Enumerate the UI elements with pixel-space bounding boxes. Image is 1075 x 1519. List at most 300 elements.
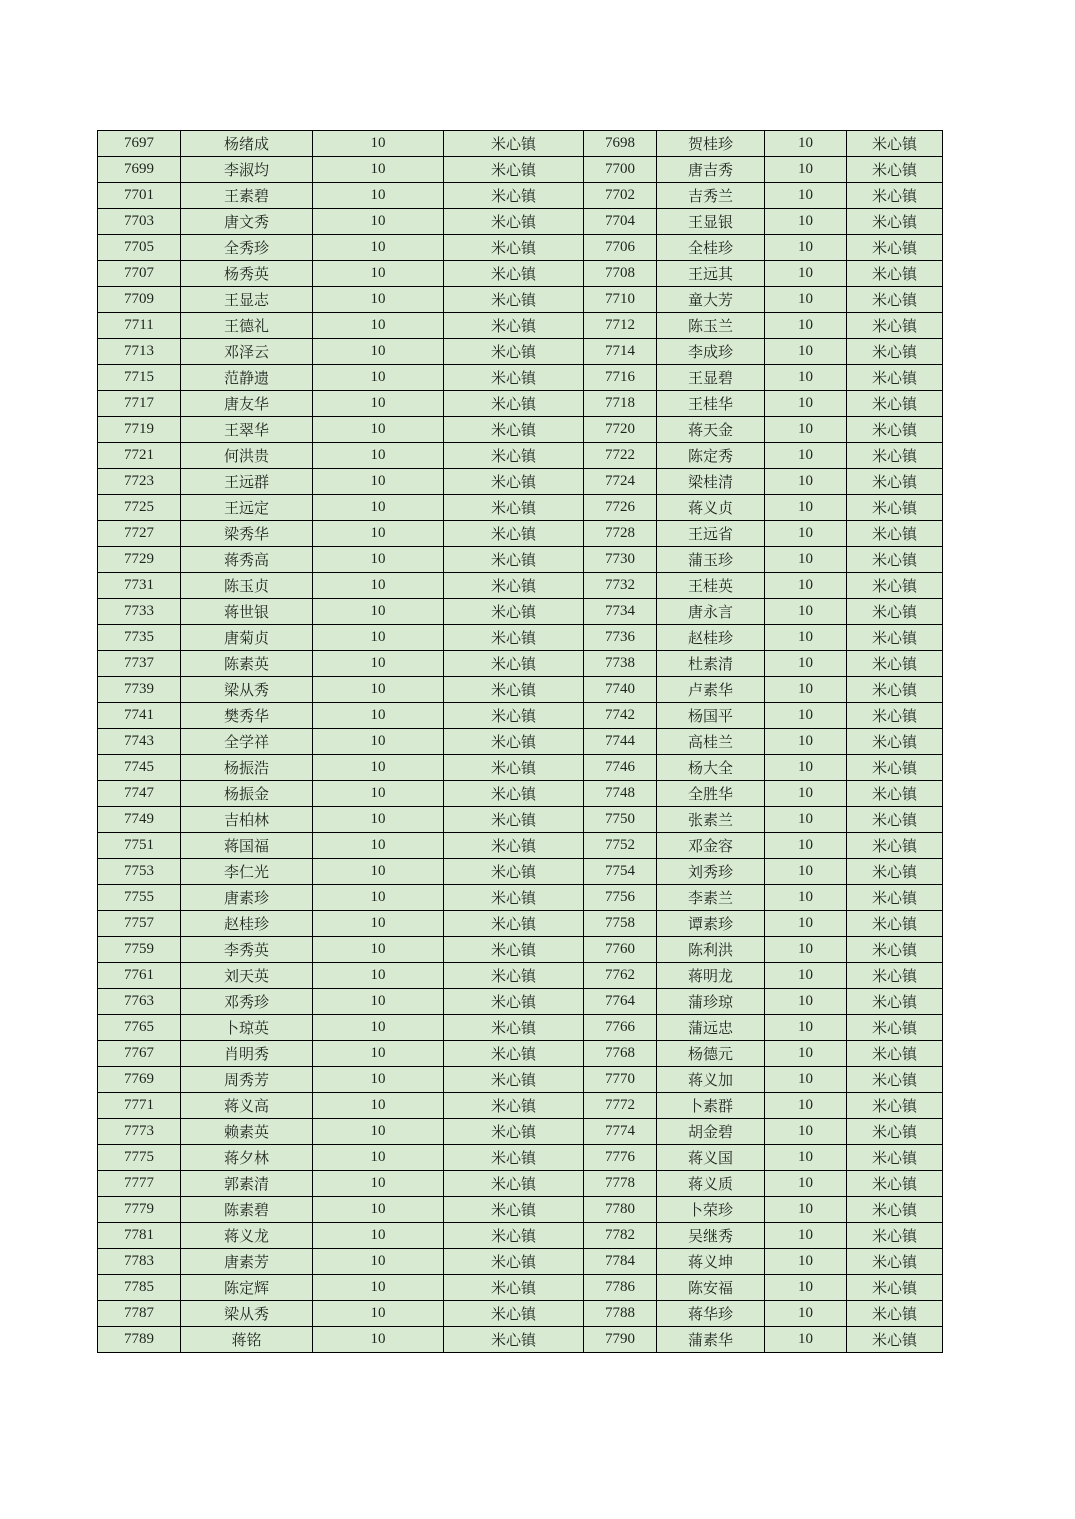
amount-cell: 10 [313, 573, 444, 599]
town-cell: 米心镇 [847, 1249, 943, 1275]
amount-cell: 10 [765, 1145, 847, 1171]
amount-cell: 10 [313, 1145, 444, 1171]
name-cell: 李淑均 [181, 157, 313, 183]
town-cell: 米心镇 [847, 781, 943, 807]
town-cell: 米心镇 [847, 911, 943, 937]
amount-cell: 10 [765, 729, 847, 755]
amount-cell: 10 [313, 1171, 444, 1197]
name-cell: 蒋义贞 [657, 495, 765, 521]
amount-cell: 10 [765, 703, 847, 729]
id-cell: 7780 [584, 1197, 657, 1223]
id-cell: 7749 [98, 807, 181, 833]
name-cell: 卜素群 [657, 1093, 765, 1119]
town-cell: 米心镇 [444, 989, 584, 1015]
amount-cell: 10 [765, 391, 847, 417]
id-cell: 7722 [584, 443, 657, 469]
table-row [98, 1249, 943, 1275]
id-cell: 7706 [584, 235, 657, 261]
id-cell: 7709 [98, 287, 181, 313]
name-cell: 李仁光 [181, 859, 313, 885]
town-cell: 米心镇 [847, 469, 943, 495]
name-cell: 赵桂珍 [657, 625, 765, 651]
name-cell: 高桂兰 [657, 729, 765, 755]
amount-cell: 10 [313, 1301, 444, 1327]
town-cell: 米心镇 [444, 911, 584, 937]
name-cell: 王远群 [181, 469, 313, 495]
name-cell: 蒋义坤 [657, 1249, 765, 1275]
amount-cell: 10 [765, 1041, 847, 1067]
town-cell: 米心镇 [847, 1119, 943, 1145]
amount-cell: 10 [313, 1067, 444, 1093]
amount-cell: 10 [765, 1067, 847, 1093]
town-cell: 米心镇 [847, 391, 943, 417]
town-cell: 米心镇 [444, 937, 584, 963]
id-cell: 7790 [584, 1327, 657, 1353]
name-cell: 王远其 [657, 261, 765, 287]
id-cell: 7726 [584, 495, 657, 521]
amount-cell: 10 [313, 313, 444, 339]
name-cell: 唐永言 [657, 599, 765, 625]
town-cell: 米心镇 [847, 937, 943, 963]
name-cell: 王桂英 [657, 573, 765, 599]
amount-cell: 10 [765, 521, 847, 547]
town-cell: 米心镇 [444, 469, 584, 495]
id-cell: 7733 [98, 599, 181, 625]
amount-cell: 10 [765, 651, 847, 677]
name-cell: 全胜华 [657, 781, 765, 807]
town-cell: 米心镇 [444, 417, 584, 443]
amount-cell: 10 [313, 807, 444, 833]
table-row [98, 755, 943, 781]
name-cell: 陈素碧 [181, 1197, 313, 1223]
name-cell: 梁从秀 [181, 1301, 313, 1327]
table-row [98, 1041, 943, 1067]
amount-cell: 10 [765, 1223, 847, 1249]
name-cell: 赖素英 [181, 1119, 313, 1145]
name-cell: 蒲珍琼 [657, 989, 765, 1015]
town-cell: 米心镇 [444, 261, 584, 287]
id-cell: 7730 [584, 547, 657, 573]
table-row [98, 209, 943, 235]
name-cell: 杨德元 [657, 1041, 765, 1067]
town-cell: 米心镇 [847, 859, 943, 885]
name-cell: 王显志 [181, 287, 313, 313]
id-cell: 7708 [584, 261, 657, 287]
table-row [98, 1197, 943, 1223]
amount-cell: 10 [313, 391, 444, 417]
name-cell: 邓泽云 [181, 339, 313, 365]
amount-cell: 10 [313, 547, 444, 573]
id-cell: 7698 [584, 131, 657, 157]
id-cell: 7769 [98, 1067, 181, 1093]
amount-cell: 10 [765, 209, 847, 235]
id-cell: 7737 [98, 651, 181, 677]
table-row [98, 1119, 943, 1145]
id-cell: 7741 [98, 703, 181, 729]
town-cell: 米心镇 [847, 261, 943, 287]
amount-cell: 10 [765, 261, 847, 287]
town-cell: 米心镇 [847, 651, 943, 677]
name-cell: 杨秀英 [181, 261, 313, 287]
table-row [98, 183, 943, 209]
town-cell: 米心镇 [444, 1041, 584, 1067]
table-body [98, 131, 943, 1353]
id-cell: 7740 [584, 677, 657, 703]
name-cell: 邓秀珍 [181, 989, 313, 1015]
town-cell: 米心镇 [444, 703, 584, 729]
name-cell: 全学祥 [181, 729, 313, 755]
town-cell: 米心镇 [847, 1145, 943, 1171]
amount-cell: 10 [313, 261, 444, 287]
id-cell: 7778 [584, 1171, 657, 1197]
amount-cell: 10 [313, 183, 444, 209]
amount-cell: 10 [313, 365, 444, 391]
id-cell: 7752 [584, 833, 657, 859]
table-row [98, 911, 943, 937]
name-cell: 童大芳 [657, 287, 765, 313]
name-cell: 蒲素华 [657, 1327, 765, 1353]
name-cell: 张素兰 [657, 807, 765, 833]
table-row [98, 781, 943, 807]
amount-cell: 10 [313, 443, 444, 469]
town-cell: 米心镇 [847, 599, 943, 625]
amount-cell: 10 [765, 1171, 847, 1197]
town-cell: 米心镇 [444, 443, 584, 469]
town-cell: 米心镇 [847, 235, 943, 261]
id-cell: 7787 [98, 1301, 181, 1327]
id-cell: 7728 [584, 521, 657, 547]
id-cell: 7729 [98, 547, 181, 573]
town-cell: 米心镇 [444, 521, 584, 547]
town-cell: 米心镇 [847, 1301, 943, 1327]
amount-cell: 10 [765, 339, 847, 365]
amount-cell: 10 [765, 859, 847, 885]
town-cell: 米心镇 [847, 1197, 943, 1223]
name-cell: 唐友华 [181, 391, 313, 417]
amount-cell: 10 [313, 1093, 444, 1119]
town-cell: 米心镇 [444, 1197, 584, 1223]
name-cell: 吉秀兰 [657, 183, 765, 209]
town-cell: 米心镇 [444, 963, 584, 989]
town-cell: 米心镇 [444, 833, 584, 859]
town-cell: 米心镇 [847, 1327, 943, 1353]
amount-cell: 10 [765, 1197, 847, 1223]
amount-cell: 10 [765, 599, 847, 625]
id-cell: 7704 [584, 209, 657, 235]
town-cell: 米心镇 [444, 547, 584, 573]
town-cell: 米心镇 [847, 1093, 943, 1119]
amount-cell: 10 [765, 911, 847, 937]
table-row [98, 1015, 943, 1041]
name-cell: 邓金容 [657, 833, 765, 859]
id-cell: 7786 [584, 1275, 657, 1301]
name-cell: 范静遗 [181, 365, 313, 391]
table-row [98, 1223, 943, 1249]
id-cell: 7777 [98, 1171, 181, 1197]
id-cell: 7742 [584, 703, 657, 729]
town-cell: 米心镇 [444, 1301, 584, 1327]
name-cell: 卜琼英 [181, 1015, 313, 1041]
id-cell: 7723 [98, 469, 181, 495]
table-row [98, 1275, 943, 1301]
table-row [98, 677, 943, 703]
town-cell: 米心镇 [847, 1015, 943, 1041]
name-cell: 陈安福 [657, 1275, 765, 1301]
table-row [98, 443, 943, 469]
town-cell: 米心镇 [847, 963, 943, 989]
table-row [98, 339, 943, 365]
id-cell: 7735 [98, 625, 181, 651]
town-cell: 米心镇 [444, 1093, 584, 1119]
name-cell: 吉柏林 [181, 807, 313, 833]
table-row [98, 469, 943, 495]
amount-cell: 10 [765, 833, 847, 859]
name-cell: 卢素华 [657, 677, 765, 703]
town-cell: 米心镇 [847, 287, 943, 313]
town-cell: 米心镇 [847, 677, 943, 703]
name-cell: 蒋义质 [657, 1171, 765, 1197]
town-cell: 米心镇 [847, 989, 943, 1015]
amount-cell: 10 [313, 651, 444, 677]
id-cell: 7719 [98, 417, 181, 443]
name-cell: 吴继秀 [657, 1223, 765, 1249]
name-cell: 梁桂清 [657, 469, 765, 495]
amount-cell: 10 [313, 937, 444, 963]
name-cell: 王德礼 [181, 313, 313, 339]
name-cell: 蒲远忠 [657, 1015, 765, 1041]
id-cell: 7764 [584, 989, 657, 1015]
table-row [98, 1145, 943, 1171]
town-cell: 米心镇 [444, 729, 584, 755]
town-cell: 米心镇 [847, 443, 943, 469]
amount-cell: 10 [313, 521, 444, 547]
id-cell: 7762 [584, 963, 657, 989]
name-cell: 陈定秀 [657, 443, 765, 469]
table-row [98, 729, 943, 755]
town-cell: 米心镇 [847, 209, 943, 235]
id-cell: 7710 [584, 287, 657, 313]
town-cell: 米心镇 [847, 183, 943, 209]
table-row [98, 391, 943, 417]
id-cell: 7738 [584, 651, 657, 677]
name-cell: 梁秀华 [181, 521, 313, 547]
id-cell: 7748 [584, 781, 657, 807]
id-cell: 7779 [98, 1197, 181, 1223]
id-cell: 7718 [584, 391, 657, 417]
table-row [98, 365, 943, 391]
amount-cell: 10 [313, 1275, 444, 1301]
amount-cell: 10 [765, 1119, 847, 1145]
town-cell: 米心镇 [444, 1223, 584, 1249]
id-cell: 7717 [98, 391, 181, 417]
town-cell: 米心镇 [847, 547, 943, 573]
amount-cell: 10 [313, 963, 444, 989]
id-cell: 7750 [584, 807, 657, 833]
id-cell: 7724 [584, 469, 657, 495]
table-row [98, 521, 943, 547]
amount-cell: 10 [313, 885, 444, 911]
name-cell: 杨绪成 [181, 131, 313, 157]
name-cell: 蒋天金 [657, 417, 765, 443]
id-cell: 7713 [98, 339, 181, 365]
amount-cell: 10 [313, 235, 444, 261]
amount-cell: 10 [765, 235, 847, 261]
id-cell: 7753 [98, 859, 181, 885]
amount-cell: 10 [765, 287, 847, 313]
id-cell: 7700 [584, 157, 657, 183]
amount-cell: 10 [765, 885, 847, 911]
name-cell: 卜荣珍 [657, 1197, 765, 1223]
amount-cell: 10 [765, 443, 847, 469]
town-cell: 米心镇 [444, 1067, 584, 1093]
id-cell: 7788 [584, 1301, 657, 1327]
table-row [98, 1301, 943, 1327]
town-cell: 米心镇 [444, 1249, 584, 1275]
town-cell: 米心镇 [847, 1275, 943, 1301]
table-row [98, 937, 943, 963]
amount-cell: 10 [765, 989, 847, 1015]
table-row [98, 833, 943, 859]
town-cell: 米心镇 [444, 781, 584, 807]
name-cell: 蒋华珍 [657, 1301, 765, 1327]
amount-cell: 10 [765, 781, 847, 807]
id-cell: 7697 [98, 131, 181, 157]
town-cell: 米心镇 [444, 183, 584, 209]
amount-cell: 10 [313, 729, 444, 755]
id-cell: 7789 [98, 1327, 181, 1353]
amount-cell: 10 [313, 1119, 444, 1145]
amount-cell: 10 [313, 417, 444, 443]
amount-cell: 10 [765, 963, 847, 989]
table-row [98, 885, 943, 911]
id-cell: 7755 [98, 885, 181, 911]
amount-cell: 10 [765, 1327, 847, 1353]
town-cell: 米心镇 [847, 1041, 943, 1067]
town-cell: 米心镇 [847, 729, 943, 755]
id-cell: 7781 [98, 1223, 181, 1249]
table-row [98, 599, 943, 625]
town-cell: 米心镇 [847, 131, 943, 157]
town-cell: 米心镇 [847, 1171, 943, 1197]
table-row [98, 131, 943, 157]
name-cell: 杨大全 [657, 755, 765, 781]
amount-cell: 10 [765, 469, 847, 495]
name-cell: 王远定 [181, 495, 313, 521]
name-cell: 蒲玉珍 [657, 547, 765, 573]
name-cell: 王素碧 [181, 183, 313, 209]
amount-cell: 10 [765, 1093, 847, 1119]
id-cell: 7743 [98, 729, 181, 755]
name-cell: 杨国平 [657, 703, 765, 729]
name-cell: 蒋义龙 [181, 1223, 313, 1249]
town-cell: 米心镇 [444, 599, 584, 625]
name-cell: 全秀珍 [181, 235, 313, 261]
table-row [98, 651, 943, 677]
id-cell: 7705 [98, 235, 181, 261]
id-cell: 7760 [584, 937, 657, 963]
amount-cell: 10 [313, 1197, 444, 1223]
id-cell: 7784 [584, 1249, 657, 1275]
amount-cell: 10 [313, 755, 444, 781]
name-cell: 周秀芳 [181, 1067, 313, 1093]
name-cell: 唐文秀 [181, 209, 313, 235]
name-cell: 何洪贵 [181, 443, 313, 469]
town-cell: 米心镇 [847, 313, 943, 339]
town-cell: 米心镇 [847, 1067, 943, 1093]
name-cell: 蒋世银 [181, 599, 313, 625]
table-row [98, 313, 943, 339]
name-cell: 蒋义高 [181, 1093, 313, 1119]
id-cell: 7701 [98, 183, 181, 209]
amount-cell: 10 [313, 157, 444, 183]
id-cell: 7739 [98, 677, 181, 703]
id-cell: 7767 [98, 1041, 181, 1067]
name-cell: 蒋国福 [181, 833, 313, 859]
name-cell: 李成珍 [657, 339, 765, 365]
town-cell: 米心镇 [847, 365, 943, 391]
amount-cell: 10 [765, 547, 847, 573]
name-cell: 陈玉兰 [657, 313, 765, 339]
town-cell: 米心镇 [444, 235, 584, 261]
amount-cell: 10 [313, 1249, 444, 1275]
town-cell: 米心镇 [847, 885, 943, 911]
id-cell: 7770 [584, 1067, 657, 1093]
id-cell: 7711 [98, 313, 181, 339]
amount-cell: 10 [313, 989, 444, 1015]
id-cell: 7782 [584, 1223, 657, 1249]
amount-cell: 10 [765, 365, 847, 391]
id-cell: 7725 [98, 495, 181, 521]
town-cell: 米心镇 [847, 495, 943, 521]
town-cell: 米心镇 [444, 755, 584, 781]
name-cell: 唐菊贞 [181, 625, 313, 651]
table-row [98, 703, 943, 729]
name-cell: 唐素珍 [181, 885, 313, 911]
name-cell: 贺桂珍 [657, 131, 765, 157]
name-cell: 王显银 [657, 209, 765, 235]
table-row [98, 1067, 943, 1093]
id-cell: 7747 [98, 781, 181, 807]
table-row [98, 287, 943, 313]
amount-cell: 10 [765, 1249, 847, 1275]
id-cell: 7783 [98, 1249, 181, 1275]
table-row [98, 625, 943, 651]
id-cell: 7772 [584, 1093, 657, 1119]
town-cell: 米心镇 [444, 365, 584, 391]
amount-cell: 10 [313, 625, 444, 651]
id-cell: 7746 [584, 755, 657, 781]
id-cell: 7714 [584, 339, 657, 365]
id-cell: 7707 [98, 261, 181, 287]
amount-cell: 10 [765, 417, 847, 443]
table-row [98, 547, 943, 573]
table-row [98, 1171, 943, 1197]
amount-cell: 10 [313, 131, 444, 157]
town-cell: 米心镇 [847, 1223, 943, 1249]
town-cell: 米心镇 [847, 833, 943, 859]
id-cell: 7734 [584, 599, 657, 625]
table-row [98, 417, 943, 443]
id-cell: 7757 [98, 911, 181, 937]
name-cell: 王桂华 [657, 391, 765, 417]
name-cell: 唐吉秀 [657, 157, 765, 183]
name-cell: 胡金碧 [657, 1119, 765, 1145]
amount-cell: 10 [765, 1301, 847, 1327]
name-cell: 蒋义加 [657, 1067, 765, 1093]
town-cell: 米心镇 [444, 677, 584, 703]
amount-cell: 10 [313, 781, 444, 807]
amount-cell: 10 [313, 677, 444, 703]
